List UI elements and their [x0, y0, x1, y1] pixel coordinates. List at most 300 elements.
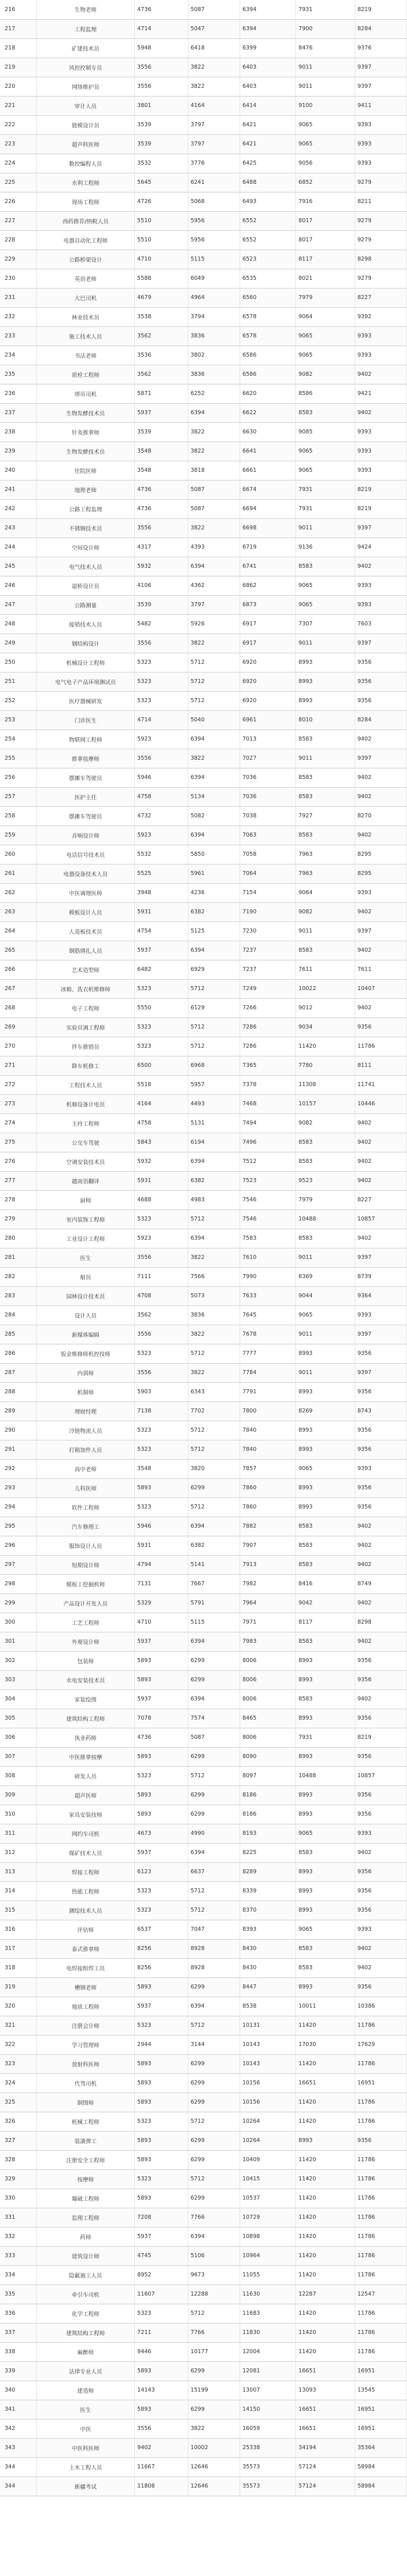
value-5-cell: 9393 — [355, 1305, 406, 1325]
row-number-cell: 289 — [0, 1401, 37, 1421]
value-2-cell: 5712 — [188, 1421, 240, 1440]
row-number-cell: 219 — [0, 58, 37, 77]
value-3-cell: 7237 — [240, 941, 295, 960]
occupation-name-cell: 医生 — [37, 1248, 135, 1267]
value-5-cell: 11786 — [355, 2189, 406, 2208]
value-2-cell: 6299 — [188, 2054, 240, 2073]
value-4-cell: 8583 — [296, 1555, 355, 1574]
row-number-cell: 329 — [0, 2169, 37, 2189]
value-4-cell: 8993 — [296, 1421, 355, 1440]
occupation-name-cell: 住院医师 — [37, 461, 135, 480]
occupation-name-cell: 厨师 — [37, 1190, 135, 1209]
value-1-cell: 5893 — [135, 1785, 188, 1805]
occupation-name-cell: 汽车修理工 — [37, 1517, 135, 1536]
value-2-cell: 6394 — [188, 1689, 240, 1709]
value-1-cell: 7211 — [135, 2323, 188, 2342]
occupation-name-cell: 爆破工程师 — [37, 2189, 135, 2208]
value-2-cell: 5712 — [188, 2016, 240, 2035]
value-2-cell: 5712 — [188, 979, 240, 998]
occupation-name-cell: 钣金维修师机控技师 — [37, 1344, 135, 1363]
value-1-cell: 5550 — [135, 998, 188, 1017]
table-row — [0, 1920, 407, 1939]
value-1-cell: 7208 — [135, 2208, 188, 2227]
table-row — [0, 1997, 407, 2016]
value-3-cell: 7913 — [240, 1555, 295, 1574]
table-row — [0, 1843, 407, 1862]
row-number-cell: 277 — [0, 1171, 37, 1190]
row-number-cell: 231 — [0, 288, 37, 307]
value-4-cell: 9082 — [296, 1113, 355, 1133]
value-3-cell: 6873 — [240, 595, 295, 614]
table-row — [0, 1152, 407, 1171]
value-3-cell: 6535 — [240, 269, 295, 288]
table-row — [0, 634, 407, 653]
row-number-cell: 242 — [0, 499, 37, 518]
occupation-name-cell: 钢结构设计 — [37, 634, 135, 653]
value-3-cell: 8193 — [240, 1824, 295, 1843]
value-5-cell: 9402 — [355, 1517, 406, 1536]
value-1-cell: 4732 — [135, 806, 188, 826]
value-5-cell: 9402 — [355, 730, 406, 749]
table-row — [0, 1881, 407, 1901]
value-5-cell: 9279 — [355, 211, 406, 230]
value-1-cell: 3548 — [135, 1459, 188, 1478]
value-4-cell: 8993 — [296, 672, 355, 691]
table-row — [0, 1728, 407, 1747]
occupation-name-cell: 实验员调工程师 — [37, 1017, 135, 1037]
value-1-cell: 4688 — [135, 1190, 188, 1209]
value-4-cell: 9065 — [296, 461, 355, 480]
row-number-cell: 306 — [0, 1728, 37, 1747]
value-4-cell: 16651 — [296, 2400, 355, 2419]
table-row — [0, 979, 407, 998]
value-1-cell: 5323 — [135, 1017, 188, 1037]
value-4-cell: 16651 — [296, 2419, 355, 2438]
value-3-cell: 8186 — [240, 1805, 295, 1824]
value-4-cell: 11420 — [296, 2112, 355, 2131]
value-2-cell: 6299 — [188, 1478, 240, 1497]
value-5-cell: 9356 — [355, 2131, 406, 2150]
value-5-cell: 8749 — [355, 1574, 406, 1593]
value-3-cell: 7266 — [240, 998, 295, 1017]
value-2-cell: 5791 — [188, 1593, 240, 1613]
value-4-cell: 11420 — [296, 2093, 355, 2112]
value-5-cell: 8227 — [355, 1190, 406, 1209]
table-row — [0, 1113, 407, 1133]
value-4-cell: 9064 — [296, 883, 355, 902]
value-5-cell: 9393 — [355, 115, 406, 134]
value-3-cell: 10143 — [240, 2035, 295, 2054]
value-1-cell: 6123 — [135, 1862, 188, 1881]
value-2-cell: 4964 — [188, 288, 240, 307]
row-number-cell: 246 — [0, 576, 37, 595]
table-row — [0, 768, 407, 787]
value-3-cell: 11683 — [240, 2304, 295, 2323]
value-5-cell: 8211 — [355, 192, 406, 211]
value-3-cell: 6523 — [240, 250, 295, 269]
value-1-cell: 4754 — [135, 921, 188, 941]
value-1-cell: 4710 — [135, 250, 188, 269]
occupation-name-cell: 医生 — [37, 2400, 135, 2419]
value-4-cell: 8476 — [296, 38, 355, 58]
value-1-cell: 5931 — [135, 1536, 188, 1555]
value-3-cell: 7857 — [240, 1459, 295, 1478]
row-number-cell: 291 — [0, 1440, 37, 1459]
occupation-name-cell: 研发人员 — [37, 1766, 135, 1785]
table-row — [0, 2457, 407, 2477]
row-number-cell: 244 — [0, 538, 37, 557]
row-number-cell: 218 — [0, 38, 37, 58]
row-number-cell: 315 — [0, 1901, 37, 1920]
value-1-cell: 3556 — [135, 1248, 188, 1267]
value-3-cell: 8006 — [240, 1651, 295, 1670]
occupation-name-cell: 水利工程师 — [37, 173, 135, 192]
occupation-name-cell: 代驾司机 — [37, 2073, 135, 2093]
value-4-cell: 11420 — [296, 2304, 355, 2323]
value-5-cell: 16951 — [355, 2073, 406, 2093]
value-1-cell: 5893 — [135, 1977, 188, 1997]
value-5-cell: 11741 — [355, 1075, 406, 1094]
table-row — [0, 2400, 407, 2419]
value-1-cell: 2944 — [135, 2035, 188, 2054]
table-row — [0, 1977, 407, 1997]
value-4-cell: 9044 — [296, 1286, 355, 1305]
occupation-name-cell: 摆摊车驾驶员 — [37, 806, 135, 826]
value-5-cell: 9402 — [355, 1958, 406, 1977]
value-5-cell: 9402 — [355, 1133, 406, 1152]
table-row — [0, 1497, 407, 1517]
table-row — [0, 710, 407, 730]
table-row — [0, 749, 407, 768]
value-3-cell: 6719 — [240, 538, 295, 557]
value-2-cell: 5850 — [188, 845, 240, 864]
value-1-cell: 5893 — [135, 1478, 188, 1497]
row-number-cell: 322 — [0, 2035, 37, 2054]
row-number-cell: 339 — [0, 2361, 37, 2381]
row-number-cell: 332 — [0, 2227, 37, 2246]
row-number-cell: 266 — [0, 960, 37, 979]
value-4-cell: 8583 — [296, 1133, 355, 1152]
value-2-cell: 3802 — [188, 346, 240, 365]
value-5-cell: 10857 — [355, 1209, 406, 1229]
table-row — [0, 403, 407, 422]
value-3-cell: 8447 — [240, 1977, 295, 1997]
value-5-cell: 9393 — [355, 576, 406, 595]
table-row — [0, 422, 407, 442]
value-3-cell: 7036 — [240, 768, 295, 787]
row-number-cell: 290 — [0, 1421, 37, 1440]
table-row — [0, 1248, 407, 1267]
value-3-cell: 6399 — [240, 38, 295, 58]
value-2-cell: 6299 — [188, 1805, 240, 1824]
value-4-cell: 7931 — [296, 1728, 355, 1747]
occupation-name-cell: 建筑结构工程师 — [37, 1709, 135, 1728]
value-2-cell: 5106 — [188, 2246, 240, 2265]
table-row — [0, 77, 407, 96]
value-2-cell: 6968 — [188, 1056, 240, 1075]
value-2-cell: 5125 — [188, 921, 240, 941]
occupation-name-cell: 建筑设计师 — [37, 2246, 135, 2265]
value-2-cell: 10002 — [188, 2438, 240, 2457]
table-row — [0, 269, 407, 288]
table-row — [0, 557, 407, 576]
value-4-cell: 7979 — [296, 288, 355, 307]
value-4-cell: 16651 — [296, 2073, 355, 2093]
value-3-cell: 7610 — [240, 1248, 295, 1267]
row-number-cell: 336 — [0, 2304, 37, 2323]
value-2-cell: 8928 — [188, 1958, 240, 1977]
value-5-cell: 11786 — [355, 2150, 406, 2169]
row-number-cell: 259 — [0, 826, 37, 845]
table-row — [0, 1766, 407, 1785]
occupation-name-cell: 道桥设计员 — [37, 576, 135, 595]
value-5-cell: 11786 — [355, 1037, 406, 1056]
row-number-cell: 292 — [0, 1459, 37, 1478]
occupation-name-cell: 电器设备技术人员 — [37, 864, 135, 883]
value-2-cell: 4236 — [188, 883, 240, 902]
value-2-cell: 5712 — [188, 1766, 240, 1785]
value-2-cell: 5712 — [188, 1344, 240, 1363]
value-3-cell: 11630 — [240, 2285, 295, 2304]
occupation-name-cell: 家具安装技师 — [37, 1805, 135, 1824]
table-row — [0, 653, 407, 672]
value-3-cell: 7583 — [240, 1229, 295, 1248]
value-2-cell: 5047 — [188, 19, 240, 38]
table-row — [0, 2265, 407, 2285]
occupation-name-cell: 医疗器械研发 — [37, 691, 135, 710]
value-1-cell: 5323 — [135, 1766, 188, 1785]
value-4-cell: 9065 — [296, 595, 355, 614]
value-5-cell: 8219 — [355, 480, 406, 499]
value-1-cell: 5323 — [135, 2016, 188, 2035]
value-4-cell: 7927 — [296, 806, 355, 826]
value-1-cell: 5323 — [135, 1901, 188, 1920]
value-3-cell: 35573 — [240, 2477, 295, 2496]
value-4-cell: 8269 — [296, 1401, 355, 1421]
row-number-cell: 224 — [0, 154, 37, 173]
occupation-name-cell: 现场工程师 — [37, 192, 135, 211]
value-5-cell: 9393 — [355, 883, 406, 902]
value-3-cell: 6394 — [240, 19, 295, 38]
value-5-cell: 9397 — [355, 518, 406, 538]
occupation-name-cell: 新疆考试 — [37, 2477, 135, 2496]
row-number-cell: 240 — [0, 461, 37, 480]
table-row — [0, 2246, 407, 2265]
occupation-name-cell: 水电安装技术员 — [37, 1670, 135, 1689]
table-row — [0, 2189, 407, 2208]
value-5-cell: 9356 — [355, 653, 406, 672]
value-2-cell: 3822 — [188, 1248, 240, 1267]
value-5-cell: 11786 — [355, 2342, 406, 2361]
value-2-cell: 6241 — [188, 173, 240, 192]
value-1-cell: 5323 — [135, 672, 188, 691]
value-3-cell: 6560 — [240, 288, 295, 307]
value-1-cell: 5482 — [135, 614, 188, 634]
table-row — [0, 518, 407, 538]
table-row — [0, 1536, 407, 1555]
value-3-cell: 7840 — [240, 1421, 295, 1440]
table-row — [0, 2016, 407, 2035]
table-row — [0, 883, 407, 902]
value-4-cell: 8993 — [296, 1651, 355, 1670]
value-3-cell: 8225 — [240, 1843, 295, 1862]
value-3-cell: 7840 — [240, 1440, 295, 1459]
value-5-cell: 9356 — [355, 1901, 406, 1920]
value-5-cell: 11786 — [355, 2016, 406, 2035]
value-5-cell: 9393 — [355, 461, 406, 480]
value-2-cell: 3822 — [188, 634, 240, 653]
value-5-cell: 8284 — [355, 19, 406, 38]
value-3-cell: 10415 — [240, 2169, 295, 2189]
value-3-cell: 8186 — [240, 1785, 295, 1805]
table-row — [0, 154, 407, 173]
value-2-cell: 6382 — [188, 1536, 240, 1555]
value-1-cell: 5323 — [135, 1421, 188, 1440]
value-3-cell: 7777 — [240, 1344, 295, 1363]
row-number-cell: 340 — [0, 2381, 37, 2400]
value-3-cell: 12004 — [240, 2342, 295, 2361]
occupation-name-cell: 英语老师 — [37, 269, 135, 288]
value-2-cell: 6299 — [188, 2131, 240, 2150]
occupation-name-cell: 制图师 — [37, 2093, 135, 2112]
value-1-cell: 5937 — [135, 1843, 188, 1862]
table-row — [0, 2419, 407, 2438]
table-row — [0, 1056, 407, 1075]
value-2-cell: 5115 — [188, 250, 240, 269]
value-1-cell: 5843 — [135, 1133, 188, 1152]
table-row — [0, 2169, 407, 2189]
value-5-cell: 11786 — [355, 2169, 406, 2189]
value-5-cell: 9424 — [355, 538, 406, 557]
row-number-cell: 333 — [0, 2246, 37, 2265]
table-row — [0, 480, 407, 499]
value-3-cell: 8090 — [240, 1747, 295, 1766]
occupation-name-cell: 模板设计人员 — [37, 902, 135, 921]
table-row — [0, 2208, 407, 2227]
table-row — [0, 442, 407, 461]
value-4-cell: 8583 — [296, 1843, 355, 1862]
row-number-cell: 256 — [0, 768, 37, 787]
value-2-cell: 6394 — [188, 826, 240, 845]
value-2-cell: 5712 — [188, 1901, 240, 1920]
value-2-cell: 5712 — [188, 1017, 240, 1037]
table-row — [0, 1785, 407, 1805]
value-1-cell: 5937 — [135, 1632, 188, 1651]
value-1-cell: 5946 — [135, 768, 188, 787]
value-1-cell: 4758 — [135, 787, 188, 806]
row-number-cell: 245 — [0, 557, 37, 576]
value-1-cell: 5323 — [135, 1440, 188, 1459]
value-5-cell: 9393 — [355, 1824, 406, 1843]
table-row — [0, 1133, 407, 1152]
value-2-cell: 5712 — [188, 1037, 240, 1056]
value-2-cell: 3822 — [188, 749, 240, 768]
table-row — [0, 1286, 407, 1305]
occupation-name-cell: 软件工程师 — [37, 1497, 135, 1517]
table-row — [0, 730, 407, 749]
row-number-cell: 314 — [0, 1881, 37, 1901]
row-number-cell: 216 — [0, 0, 37, 19]
value-2-cell: 7766 — [188, 2323, 240, 2342]
row-number-cell: 300 — [0, 1613, 37, 1632]
row-number-cell: 304 — [0, 1689, 37, 1709]
row-number-cell: 237 — [0, 403, 37, 422]
table-row — [0, 96, 407, 115]
value-4-cell: 9011 — [296, 634, 355, 653]
value-4-cell: 8583 — [296, 1958, 355, 1977]
value-5-cell: 9393 — [355, 595, 406, 614]
occupation-name-cell: 药师 — [37, 2227, 135, 2246]
value-5-cell: 9356 — [355, 1382, 406, 1401]
value-2-cell: 15199 — [188, 2381, 240, 2400]
value-5-cell: 7611 — [355, 960, 406, 979]
value-1-cell: 7111 — [135, 1267, 188, 1286]
value-1-cell: 5323 — [135, 2169, 188, 2189]
value-4-cell: 7931 — [296, 0, 355, 19]
table-row — [0, 691, 407, 710]
value-4-cell: 7307 — [296, 614, 355, 634]
value-4-cell: 8993 — [296, 653, 355, 672]
value-5-cell: 9397 — [355, 1248, 406, 1267]
value-1-cell: 5518 — [135, 1075, 188, 1094]
occupation-name-cell: 公路测量 — [37, 595, 135, 614]
value-2-cell: 5040 — [188, 710, 240, 730]
value-1-cell: 5931 — [135, 902, 188, 921]
occupation-name-cell: 地质工程师 — [37, 1997, 135, 2016]
value-1-cell: 11808 — [135, 2477, 188, 2496]
value-3-cell: 6488 — [240, 173, 295, 192]
value-3-cell: 10537 — [240, 2189, 295, 2208]
value-2-cell: 6394 — [188, 557, 240, 576]
value-2-cell: 6299 — [188, 2361, 240, 2381]
occupation-name-cell: 煤矿技术人员 — [37, 1843, 135, 1862]
value-4-cell: 11420 — [296, 2227, 355, 2246]
row-number-cell: 255 — [0, 749, 37, 768]
value-1-cell: 4736 — [135, 480, 188, 499]
value-3-cell: 8430 — [240, 1958, 295, 1977]
value-3-cell: 7230 — [240, 921, 295, 941]
occupation-name-cell: 电器自动化工程师 — [37, 230, 135, 250]
value-3-cell: 7190 — [240, 902, 295, 921]
value-4-cell: 9042 — [296, 1593, 355, 1613]
value-3-cell: 6403 — [240, 77, 295, 96]
row-number-cell: 253 — [0, 710, 37, 730]
value-3-cell: 7365 — [240, 1056, 295, 1075]
value-5-cell: 58984 — [355, 2457, 406, 2477]
row-number-cell: 222 — [0, 115, 37, 134]
table-row — [0, 845, 407, 864]
value-4-cell: 12287 — [296, 2285, 355, 2304]
row-number-cell: 337 — [0, 2323, 37, 2342]
value-1-cell: 14143 — [135, 2381, 188, 2400]
value-3-cell: 7546 — [240, 1190, 295, 1209]
value-3-cell: 7378 — [240, 1075, 295, 1094]
value-5-cell: 9402 — [355, 1536, 406, 1555]
value-3-cell: 13007 — [240, 2381, 295, 2400]
value-3-cell: 8006 — [240, 1728, 295, 1747]
value-3-cell: 7678 — [240, 1325, 295, 1344]
table-row — [0, 499, 407, 518]
value-2-cell: 7566 — [188, 1267, 240, 1286]
value-1-cell: 7078 — [135, 1709, 188, 1728]
occupation-name-cell: 注册安全工程师 — [37, 2150, 135, 2169]
occupation-name-cell: 书法老师 — [37, 346, 135, 365]
occupation-name-cell: 牵引车司机 — [37, 2285, 135, 2304]
value-5-cell: 11786 — [355, 2093, 406, 2112]
value-5-cell: 9356 — [355, 1785, 406, 1805]
table-row — [0, 173, 407, 192]
value-4-cell: 8583 — [296, 403, 355, 422]
